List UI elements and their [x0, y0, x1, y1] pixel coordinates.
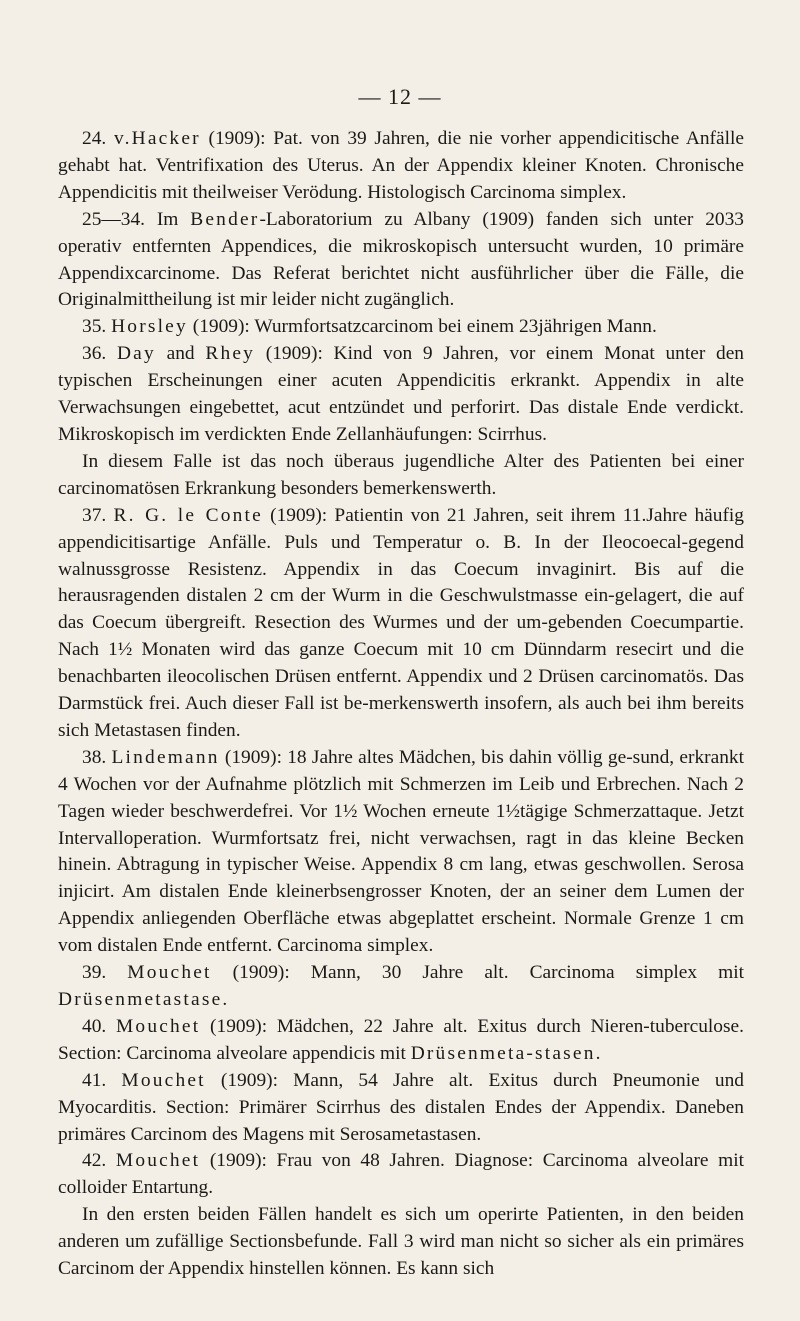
spaced-name: Rhey	[205, 343, 256, 365]
text-run: (1909): Frau von 48 Jahren. Diagnose: Carcinoma alveolare mit colloider Entartung.	[58, 1150, 744, 1199]
text-run: (1909): Mädchen, 22 Jahre alt. Exitus durch Nieren-tuberculose. Section: Carcinoma alveolare appendicis mit	[58, 1015, 744, 1064]
spaced-name: Drüsenmetastase	[58, 989, 223, 1010]
paragraph-p41	[58, 1068, 744, 1149]
page-number: — 12 —	[358, 84, 442, 109]
text-run: 36.	[82, 343, 117, 365]
text-run: (1909): Pat. von 39 Jahren, die nie vorher appendicitische Anfälle gehabt hat. Ventrifixation des Uterus. An der Appendix kleiner Knoten. Chronische Appendicitis mit theilweiser Verödung. Histologisch Carcinoma simplex.	[58, 128, 744, 203]
text-run: (1909): Mann, 54 Jahre alt. Exitus durch Pneumonie und Myocarditis. Section: Primärer Scirrhus des distalen Endes der Appendix. Daneben primäres Carcinom des Magens mit Serosametastasen.	[58, 1069, 744, 1145]
text-run: .	[222, 989, 228, 1010]
text-run: 24.	[82, 128, 114, 149]
text-run: 25—34. Im	[82, 208, 191, 230]
spaced-name: Horsley	[111, 316, 188, 338]
spaced-name: Day	[116, 343, 156, 365]
paragraph-p36	[58, 341, 744, 449]
text-run: 42.	[82, 1150, 116, 1172]
spaced-name: Mouchet	[127, 962, 212, 984]
paragraph-p43	[58, 1202, 744, 1283]
body-text	[58, 126, 744, 1283]
spaced-name: Mouchet	[121, 1069, 206, 1091]
text-run: 41.	[82, 1069, 122, 1091]
text-run: (1909): 18 Jahre altes Mädchen, bis dahin völlig ge-sund, erkrankt 4 Wochen vor der Aufnahme plötzlich mit Schmerzen im Leib und Erbrechen. Nach 2 Tagen wieder beschwerdefrei. Vor 1½ Wochen erneute 1½tägige Schmerzattaque. Jetzt Intervalloperation. Wurmfortsatz frei, nicht verwachsen, ragt in das kleine Becken hinein. Abtragung in typischer Weise. Appendix 8 cm lang, etwas geschwollen. Serosa injicirt. Am distalen Ende kleinerbsengrosser Knoten, der an seiner dem Lumen der Appendix anliegenden Oberfläche etwas abgeplattet erscheint. Normale Grenze 1 cm vom distalen Ende entfernt. Carcinoma simplex.	[58, 746, 745, 957]
spaced-name: Mouchet	[115, 1150, 201, 1172]
text-run: 39.	[82, 962, 128, 984]
spaced-name: Bender	[190, 208, 260, 230]
text-run: 40.	[82, 1015, 116, 1037]
paragraph-p36b	[58, 449, 744, 503]
spaced-name: Lindemann	[111, 746, 220, 768]
text-run: 35.	[82, 316, 112, 338]
text-run: -Laboratorium zu Albany (1909) fanden sich unter 2033 operativ entfernten Appendices, die mikroskopisch untersucht wurden, 10 primäre Appendixcarcinome. Das Referat berichtet nicht ausführlicher über die Fälle, die Originalmittheilung ist mir leider nicht zugänglich.	[58, 208, 744, 311]
spaced-name: Drüsenmeta-stasen	[410, 1042, 596, 1064]
paragraph-p42	[58, 1148, 744, 1202]
text-run: (1909): Patientin von 21 Jahren, seit ihrem 11.Jahre häufig appendicitisartige Anfälle. Puls und Temperatur o. B. In der Ileocoecal-gegend walnussgrosse Resistenz. Appendix in das Coecum invaginirt. Bis auf die herausragenden distalen 2 cm der Wurm in die Geschwulstmasse ein-gelagert, die auf das Coecum übergreift. Resection des Wurmes und der um-gebenden Coecumpartie. Nach 1½ Monaten wird das ganze Coecum mit 10 cm Dünndarm resecirt und die benachbarten ileocolischen Drüsen entfernt. Appendix und 2 Drüsen carcinomatös. Das Darmstück frei. Auch dieser Fall ist be-merkenswerth insofern, als auch bei ihm bereits sich Metastasen finden.	[58, 504, 744, 741]
paragraph-p24	[58, 126, 744, 207]
text-run: (1909): Mann, 30 Jahre alt. Carcinoma simplex mit	[211, 962, 745, 984]
paragraph-p39	[58, 960, 744, 1014]
spaced-name: v.Hacker	[113, 128, 201, 149]
text-run: .	[595, 1042, 601, 1064]
paragraph-p37	[58, 503, 744, 745]
paragraph-p35	[58, 314, 744, 341]
text-run: and	[155, 343, 206, 365]
paragraph-p38	[58, 745, 744, 960]
spaced-name: Mouchet	[115, 1015, 201, 1037]
text-run: (1909): Kind von 9 Jahren, vor einem Monat unter den typischen Erscheinungen einer acuten Appendicitis erkrankt. Appendix in alte Verwachsungen eingebettet, acut entzündet und perforirt. Das distale Ende verdickt. Mikroskopisch im verdickten Ende Zellanhäufungen: Scirrhus.	[58, 343, 744, 445]
paragraph-p40	[58, 1014, 744, 1068]
text-run: In den ersten beiden Fällen handelt es sich um operirte Patienten, in den beiden anderen um zufällige Sectionsbefunde. Fall 3 wird man nicht so sicher als ein primäres Carcinom der Appendix hinstellen können. Es kann sich	[58, 1204, 744, 1280]
text-run: 38.	[82, 746, 112, 768]
text-run: 37.	[82, 504, 114, 526]
text-run: (1909): Wurmfortsatzcarcinom bei einem 23jährigen Mann.	[187, 316, 657, 338]
text-run: In diesem Falle ist das noch überaus jugendliche Alter des Patienten bei einer carcinomatösen Erkrankung besonders bemerkenswerth.	[58, 450, 744, 499]
spaced-name: R. G. le Conte	[113, 504, 263, 526]
paragraph-p25	[58, 207, 744, 315]
